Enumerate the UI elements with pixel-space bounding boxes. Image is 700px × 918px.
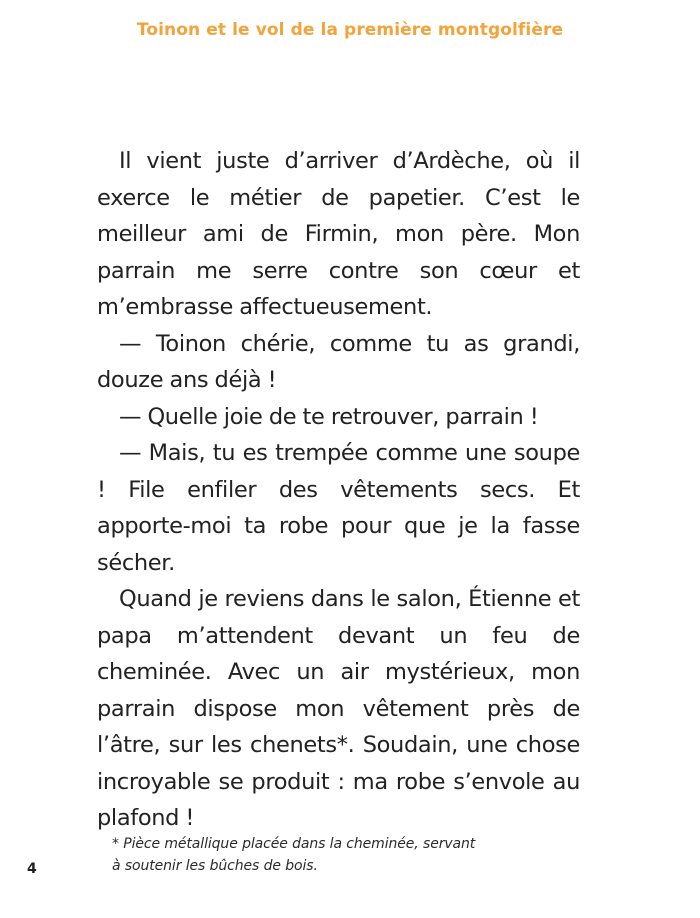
footnote-line-1: * Pièce métallique placée dans la cheminée, servant (112, 836, 476, 852)
footnote-line-2: à soutenir les bûches de bois. (112, 858, 318, 874)
running-title: Toinon et le vol de la première montgolfière (136, 20, 564, 40)
paragraph-3: — Quelle joie de te retrouver, parrain ! (119, 403, 539, 430)
page-number: 4 (27, 861, 37, 877)
paragraph-5: Quand je reviens dans le salon, Étienne et papa m’attendent devant un feu de cheminée. Avec un air mystérieux, mon parrain dispose mon vêtement près de l’âtre, sur les chenets*. Soudain, une chose incroyable se produit : ma robe s’envole au plafond ! (97, 586, 580, 831)
body-text (97, 143, 580, 837)
paragraph-2: — Toinon chérie, comme tu as grandi, douze ans déjà ! (97, 330, 580, 393)
paragraph-1: Il vient juste d’arriver d’Ardèche, où il exerce le métier de papetier. C’est le meilleur ami de Firmin, mon père. Mon parrain me serre contre son cœur et m’embrasse affectueusement. (97, 148, 580, 320)
footnote (112, 833, 582, 877)
paragraph-4: — Mais, tu es trempée comme une soupe ! File enfiler des vêtements secs. Et apporte-moi ta robe pour que je la fasse sécher. (97, 440, 580, 576)
